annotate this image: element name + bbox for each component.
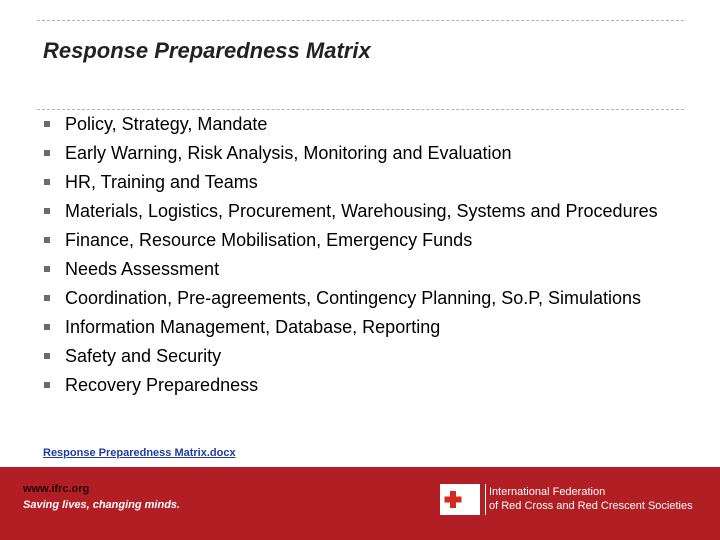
list-item — [44, 228, 684, 252]
federation-name-line-2: of Red Cross and Red Crescent Societies — [489, 500, 693, 512]
bullet-square-icon — [44, 121, 50, 127]
footer-bar — [0, 467, 720, 540]
bullet-square-icon — [44, 353, 50, 359]
list-item-text: Information Management, Database, Reporting — [65, 317, 441, 337]
list-item — [44, 315, 684, 339]
list-item-text: Materials, Logistics, Procurement, Warehousing, Systems and Procedures — [65, 201, 658, 221]
list-item — [44, 344, 684, 368]
list-item-text: Early Warning, Risk Analysis, Monitoring and Evaluation — [65, 143, 512, 163]
bullet-square-icon — [44, 324, 50, 330]
title-divider — [37, 109, 684, 110]
ifrc-logo — [440, 484, 480, 515]
list-item-text: Finance, Resource Mobilisation, Emergency Funds — [65, 230, 473, 250]
list-item — [44, 373, 684, 397]
top-divider — [37, 20, 684, 21]
bullet-square-icon — [44, 266, 50, 272]
list-item-text: Policy, Strategy, Mandate — [65, 114, 268, 134]
bullet-square-icon — [44, 179, 50, 185]
red-cross-icon — [443, 488, 463, 511]
footer-website: www.ifrc.org — [23, 483, 90, 495]
red-crescent-icon — [462, 488, 478, 511]
list-item — [44, 286, 684, 310]
bullet-list — [44, 112, 684, 402]
bullet-square-icon — [44, 237, 50, 243]
list-item — [44, 199, 684, 223]
list-item-text: Needs Assessment — [65, 259, 220, 279]
slide-title: Response Preparedness Matrix — [43, 38, 371, 63]
list-item — [44, 141, 684, 165]
bullet-square-icon — [44, 150, 50, 156]
list-item — [44, 112, 684, 136]
list-item-text: Recovery Preparedness — [65, 375, 259, 395]
logo-divider — [485, 484, 486, 515]
list-item-text: Coordination, Pre-agreements, Contingency Planning, So.P, Simulations — [65, 288, 641, 308]
list-item-text: Safety and Security — [65, 346, 222, 366]
document-link[interactable]: Response Preparedness Matrix.docx — [43, 447, 236, 459]
bullet-square-icon — [44, 208, 50, 214]
list-item-text: HR, Training and Teams — [65, 172, 258, 192]
federation-name — [489, 485, 709, 513]
list-item — [44, 257, 684, 281]
bullet-square-icon — [44, 295, 50, 301]
federation-name-line-1: International Federation — [489, 486, 606, 498]
footer-slogan: Saving lives, changing minds. — [23, 499, 181, 511]
list-item — [44, 170, 684, 194]
bullet-square-icon — [44, 382, 50, 388]
